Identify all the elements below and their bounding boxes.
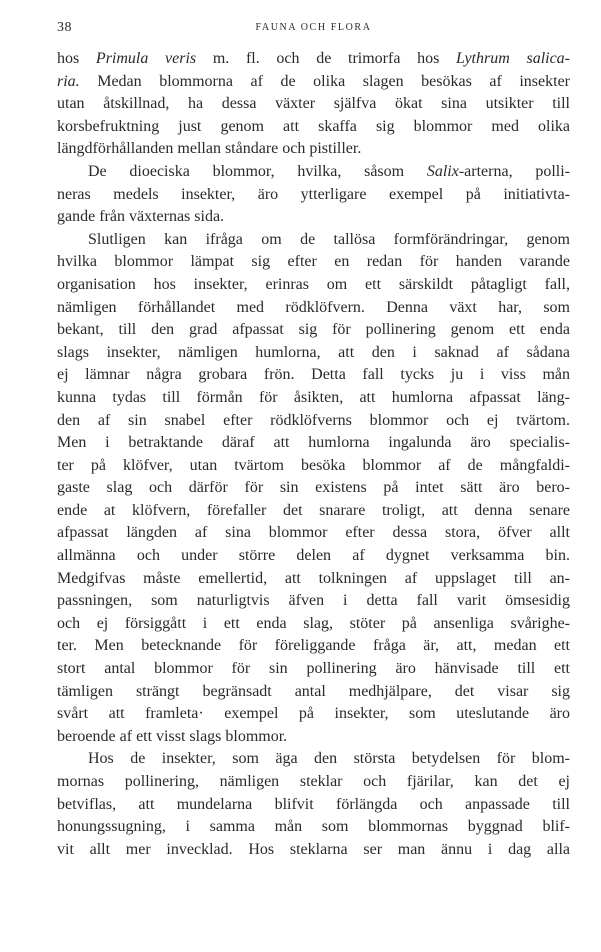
italic-term: Salix [426,162,459,180]
text-line: hvilka blommor lämpat sig efter en redan för handen varande [57,253,570,271]
page-number: 38 [57,20,72,35]
text-line: ende at klöfvern, förefaller det snarare troligt, att denna senare [57,501,570,519]
text-line: korsbefruktning just genom att skaffa sig blommor med olika [57,117,570,135]
text-line: gaste slag och därför för sin existens på intet sätt äro bero- [57,479,570,497]
text-line: nämligen förhållandet med rödklöfvern. Denna växt har, som [57,298,570,316]
italic-term: Primula veris [95,50,197,67]
text-line: Men i betraktande däraf att humlorna ingalunda äro specialis- [57,434,570,452]
text-line: ej lämnar några grobara frön. Detta fall tycks ju i viss mån [57,366,570,384]
text-line: afpassat längden af sina blommor efter dessa stora, öfver allt [57,524,570,542]
text-line: neras medels insekter, äro ytterligare exempel på initiativta- [57,185,570,203]
text-line: honungssugning, i samma mån som blommornas byggnad blif- [57,818,570,836]
text-line: Hos de insekter, som äga den största betydelsen för blom- [88,750,570,768]
text-line: De dioeciska blommor, hvilka, såsom Salix-arterna, polli- [88,162,570,180]
text-line: Medgifvas måste emellertid, att tolkningen af uppslaget till an- [57,569,570,587]
text-line: stort antal blommor för sin pollinering äro hänvisade till ett [57,660,570,678]
running-title: FAUNA OCH FLORA [255,22,372,33]
text-line: allmänna och under större delen af dygnet verksamma bin. [57,547,570,565]
running-head [57,20,570,40]
text-line: bekant, till den grad afpassat sig för pollinering genom ett enda [57,321,570,339]
text-line: organisation hos insekter, erinras om ett särskildt påtagligt fall, [57,275,570,293]
body-text [57,48,570,861]
text-line: ter. Men betecknande för föreliggande fråga är, att, medan ett [57,637,570,655]
text-line: ria. Medan blommorna af de olika slagen besökas af insekter [57,72,570,90]
text-line: längdförhållanden mellan ståndare och pistiller. [57,140,362,158]
text-line: svårt att framleta· exempel på insekter, som uteslutande äro [57,705,570,723]
text-line: och ej försiggått i ett enda slag, stöter på ansenliga svårighe- [57,614,570,632]
text-line: utan åtskillnad, ha dessa växter själfva ökat sina utsikter till [57,95,570,113]
text-line: beroende af ett visst slags blommor. [57,727,288,745]
text-line: betviflas, att mundelarna blifvit förlängda och anpassade till [57,795,570,813]
italic-term: ria. [57,72,80,90]
text-line: Slutligen kan ifråga om de tallösa formförändringar, genom [88,230,570,248]
text-line: gande från växternas sida. [57,208,225,226]
text-line: passningen, som naturligtvis äfven i detta fall varit ömsesidig [57,592,570,610]
italic-term: Lythrum salica- [456,50,570,67]
text-line: ter på klöfver, utan tvärtom besöka blommor af de mångfaldi- [57,456,570,474]
text-line: vit allt mer invecklad. Hos steklarna ser man ännu i dag alla [57,840,570,858]
text-line: hos Primula veris m. fl. och de trimorfa hos Lythrum salica- [57,50,570,67]
text-line: tämligen strängt begränsadt antal medhjälpare, det visar sig [57,682,570,700]
text-line: mornas pollinering, nämligen steklar och fjärilar, kan det ej [57,773,570,790]
text-line: den af sin snabel efter rödklöfverns blommor och ej tvärtom. [57,411,570,429]
text-line: kunna tydas till förmån för åsikten, att humlorna afpassat läng- [57,388,570,406]
text-line: slags insekter, nämligen humlorna, att den i saknad af sådana [57,343,570,361]
